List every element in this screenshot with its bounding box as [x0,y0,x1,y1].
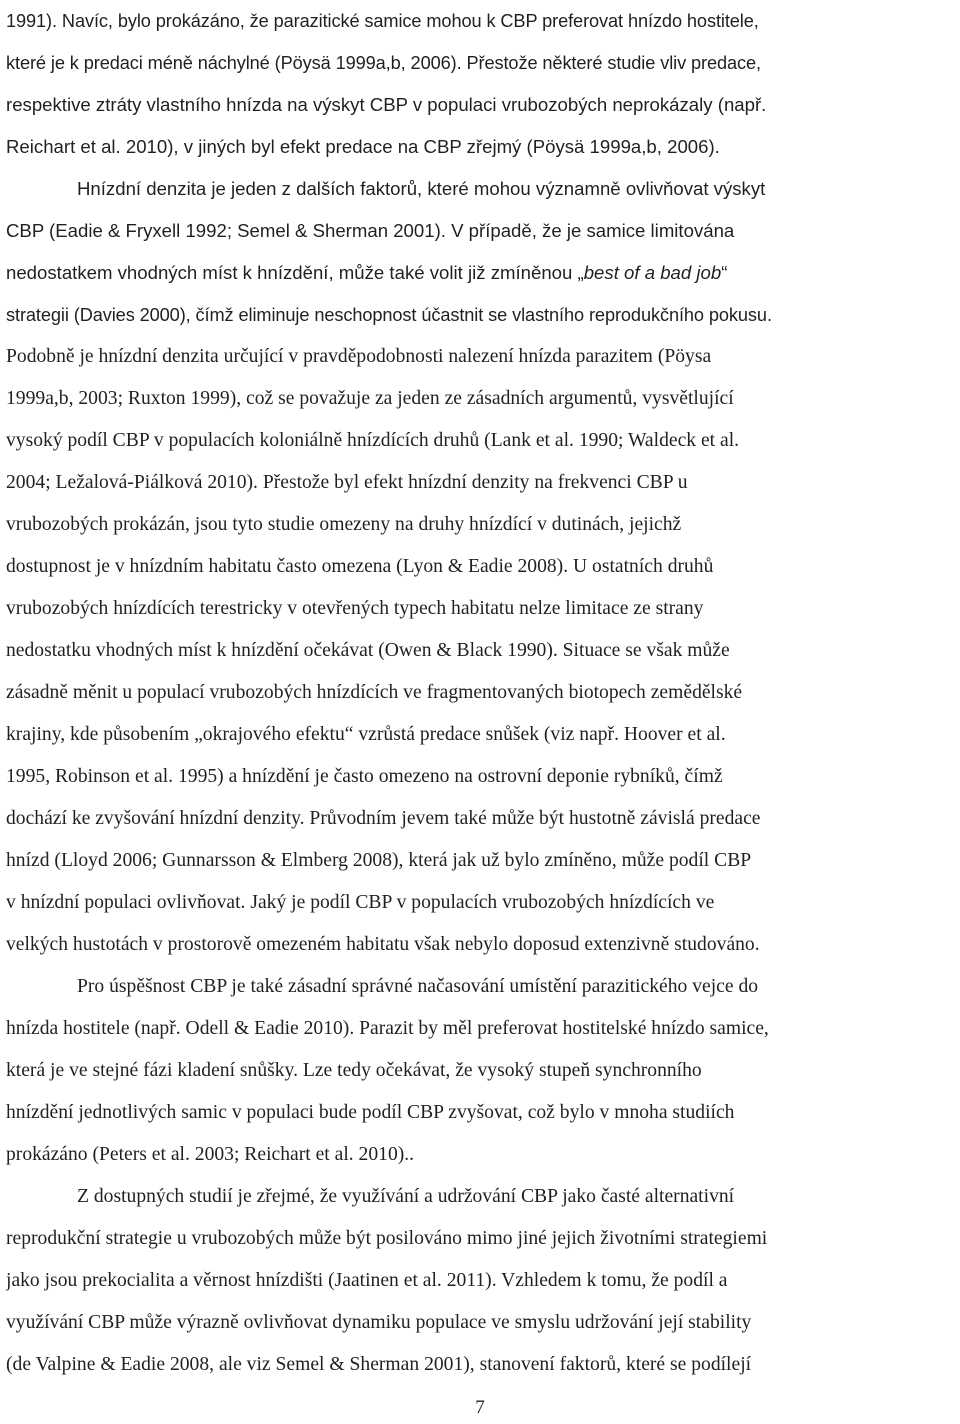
text-line [6,762,954,792]
text-line [6,1266,954,1296]
text-line [6,48,954,78]
text-line-content: hnízdění jednotlivých samic v populaci bude podíl CBP zvyšovat, což bylo v mnoha studiích [6,1102,735,1123]
text-line-content: nedostatku vhodných míst k hnízdění očekávat (Owen & Black 1990). Situace se však může [6,640,730,661]
text-line-content: Reichart et al. 2010), v jiných byl efekt predace na CBP zřejmý (Pöysä 1999a,b, 2006). [6,136,720,157]
text-line-content: zásadně měnit u populací vrubozobých hnízdících ve fragmentovaných biotopech zemědělské [6,682,743,703]
text-line-content: které je k predaci méně náchylné (Pöysä 1999a,b, 2006). Přestože některé studie vliv predace, [6,53,762,73]
text-line [6,636,954,666]
text-line-content: hnízda hostitele (např. Odell & Eadie 2010). Parazit by měl preferovat hostitelské hnízdo samice, [6,1018,769,1039]
text-line [77,972,954,1002]
italic-phrase: best of a bad job [583,262,722,283]
text-line-content: nedostatkem vhodných míst k hnízdění, může také volit již zmíněnou „ [6,262,584,283]
text-line [6,1224,954,1254]
text-line [6,300,954,330]
text-line-content: vrubozobých hnízdících terestricky v otevřených typech habitatu nelze limitace ze strany [6,598,704,619]
text-line [6,384,954,414]
text-line-content: vrubozobých prokázán, jsou tyto studie omezeny na druhy hnízdící v dutinách, jejichž [6,514,682,535]
text-line [6,1014,954,1044]
text-line-content: 1995, Robinson et al. 1995) a hnízdění je často omezeno na ostrovní deponie rybníků, čímž [6,766,723,787]
text-line-content: dochází ke zvyšování hnízdní denzity. Průvodním jevem také může být hustotně závislá predace [6,808,761,829]
text-line-content: Hnízdní denzita je jeden z dalších faktorů, které mohou významně ovlivňovat výskyt [77,178,766,199]
text-line [6,552,954,582]
text-line-content: velkých hustotách v prostorově omezeném habitatu však nebylo doposud extenzivně studováno. [6,934,760,955]
text-line [6,258,954,288]
text-line [6,720,954,750]
text-line-content: která je ve stejné fázi kladení snůšky. Lze tedy očekávat, že vysoký stupeň synchronního [6,1060,702,1081]
text-line [6,132,954,162]
text-line-content: Podobně je hnízdní denzita určující v pravděpodobnosti nalezení hnízda parazitem (Pöysa [6,346,712,367]
text-line-tail: “ [721,262,728,283]
text-line [77,1182,954,1212]
text-line-content: reprodukční strategie u vrubozobých může být posilováno mimo jiné jejich životními strategiemi [6,1228,768,1249]
text-line-content: Z dostupných studií je zřejmé, že využívání a udržování CBP jako časté alternativní [77,1186,735,1207]
page-number: 7 [475,1397,485,1418]
text-line [6,888,954,918]
text-line [6,216,954,246]
text-line [6,1056,954,1086]
text-line-content: jako jsou prekocialita a věrnost hnízdišti (Jaatinen et al. 2011). Vzhledem k tomu, že podíl a [6,1270,728,1291]
text-line-content: respektive ztráty vlastního hnízda na výskyt CBP v populaci vrubozobých neprokázaly (např. [6,94,767,115]
text-line-content: krajiny, kde působením „okrajového efektu“ vzrůstá predace snůšek (viz např. Hoover et al. [6,724,726,745]
text-line [6,510,954,540]
text-line-content: 1991). Navíc, bylo prokázáno, že parazitické samice mohou k CBP preferovat hnízdo hostitele, [6,11,759,31]
text-line-content: v hnízdní populaci ovlivňovat. Jaký je podíl CBP v populacích vrubozobých hnízdících ve [6,892,715,913]
text-line [6,6,954,36]
text-line-content: CBP (Eadie & Fryxell 1992; Semel & Sherman 2001). V případě, že je samice limitována [6,220,735,241]
text-line [6,846,954,876]
text-line-content: Pro úspěšnost CBP je také zásadní správné načasování umístění parazitického vejce do [77,976,759,997]
text-line-content: dostupnost je v hnízdním habitatu často omezena (Lyon & Eadie 2008). U ostatních druhů [6,556,714,577]
text-line [6,1308,954,1338]
text-line [6,594,954,624]
text-line-content: prokázáno (Peters et al. 2003; Reichart et al. 2010).. [6,1144,415,1165]
text-line-content: využívání CBP může výrazně ovlivňovat dynamiku populace ve smyslu udržování její stability [6,1312,752,1333]
text-line-content: 1999a,b, 2003; Ruxton 1999), což se považuje za jeden ze zásadních argumentů, vysvětlující [6,388,734,409]
text-line-content: 2004; Ležalová-Piálková 2010). Přestože byl efekt hnízdní denzity na frekvenci CBP u [6,472,688,493]
text-line-content: (de Valpine & Eadie 2008, ale viz Semel & Sherman 2001), stanovení faktorů, které se podílejí [6,1354,752,1375]
text-line-content: strategii (Davies 2000), čímž eliminuje neschopnost účastnit se vlastního reprodukčního pokusu. [6,305,772,325]
text-line [6,804,954,834]
text-line [6,930,954,960]
text-line [6,1350,954,1380]
text-line-content: hnízd (Lloyd 2006; Gunnarsson & Elmberg 2008), která jak už bylo zmíněno, může podíl CBP [6,850,752,871]
text-line [6,1140,954,1170]
text-line [6,678,954,708]
text-line [6,342,954,372]
text-line [77,174,954,204]
text-line [6,468,954,498]
text-line [6,90,954,120]
text-line-content: vysoký podíl CBP v populacích koloniálně hnízdících druhů (Lank et al. 1990; Waldeck et al. [6,430,740,451]
text-line [6,1098,954,1128]
text-line [6,426,954,456]
